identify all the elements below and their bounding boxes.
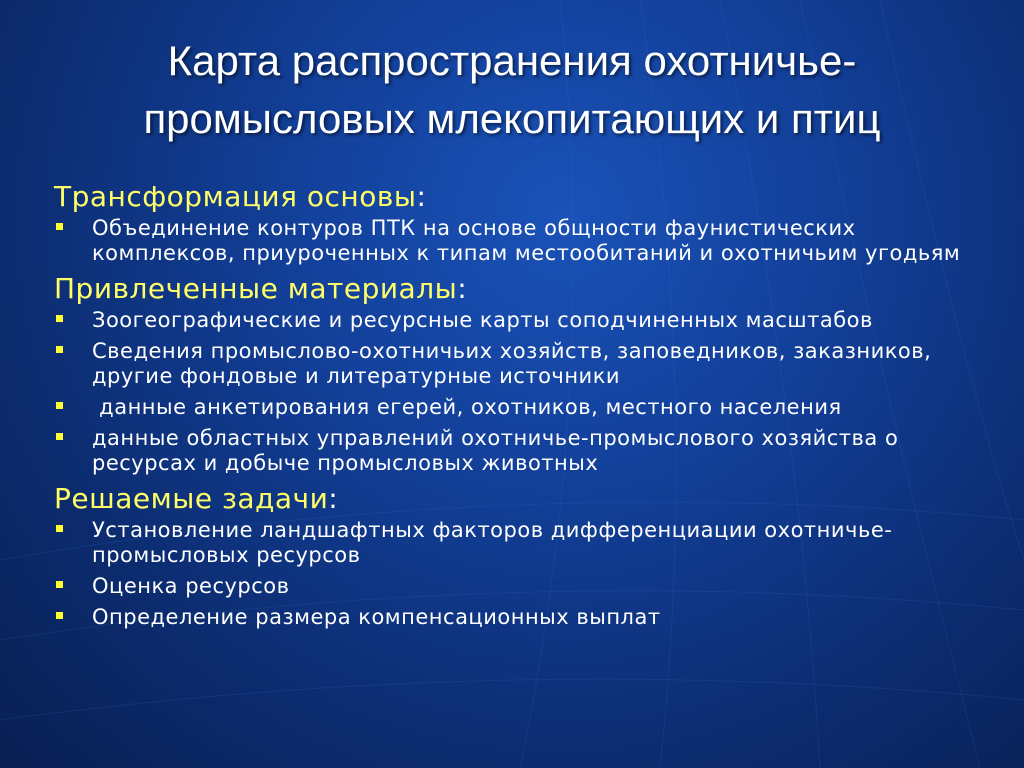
list-item: Установление ландшафтных факторов дифференциации охотничье-промысловых ресурсов	[54, 518, 994, 568]
section-heading: Привлеченные материалы:	[54, 272, 468, 305]
list-item: данные областных управлений охотничье-промыслового хозяйства о ресурсах и добыче промысловых животных	[54, 426, 994, 476]
list-item: Зоогеографические и ресурсные карты соподчиненных масштабов	[54, 308, 994, 333]
bullet-square-icon	[56, 525, 63, 532]
section-tasks	[54, 482, 994, 630]
bullet-list	[54, 216, 994, 266]
bullet-square-icon	[56, 402, 63, 409]
bullet-square-icon	[56, 581, 63, 588]
list-item: Объединение контуров ПТК на основе общности фаунистических комплексов, приуроченных к типам местообитаний и охотничьим угодьям	[54, 216, 994, 266]
slide-content	[54, 180, 994, 636]
list-item: данные анкетирования егерей, охотников, местного населения	[54, 395, 994, 420]
section-transformation	[54, 180, 994, 266]
section-heading: Трансформация основы:	[54, 180, 427, 213]
list-item: Определение размера компенсационных выплат	[54, 605, 994, 630]
bullet-square-icon	[56, 315, 63, 322]
bullet-square-icon	[56, 223, 63, 230]
section-materials	[54, 272, 994, 476]
slide-title: Карта распространения охотничье-промысловых млекопитающих и птиц	[143, 37, 881, 142]
section-heading: Решаемые задачи:	[54, 482, 339, 515]
bullet-list	[54, 308, 994, 476]
bullet-square-icon	[56, 612, 63, 619]
bullet-list	[54, 518, 994, 630]
bullet-square-icon	[56, 433, 63, 440]
list-item: Сведения промыслово-охотничьих хозяйств, заповедников, заказников, другие фондовые и литературные источники	[54, 339, 994, 389]
bullet-square-icon	[56, 346, 63, 353]
list-item: Оценка ресурсов	[54, 574, 994, 599]
